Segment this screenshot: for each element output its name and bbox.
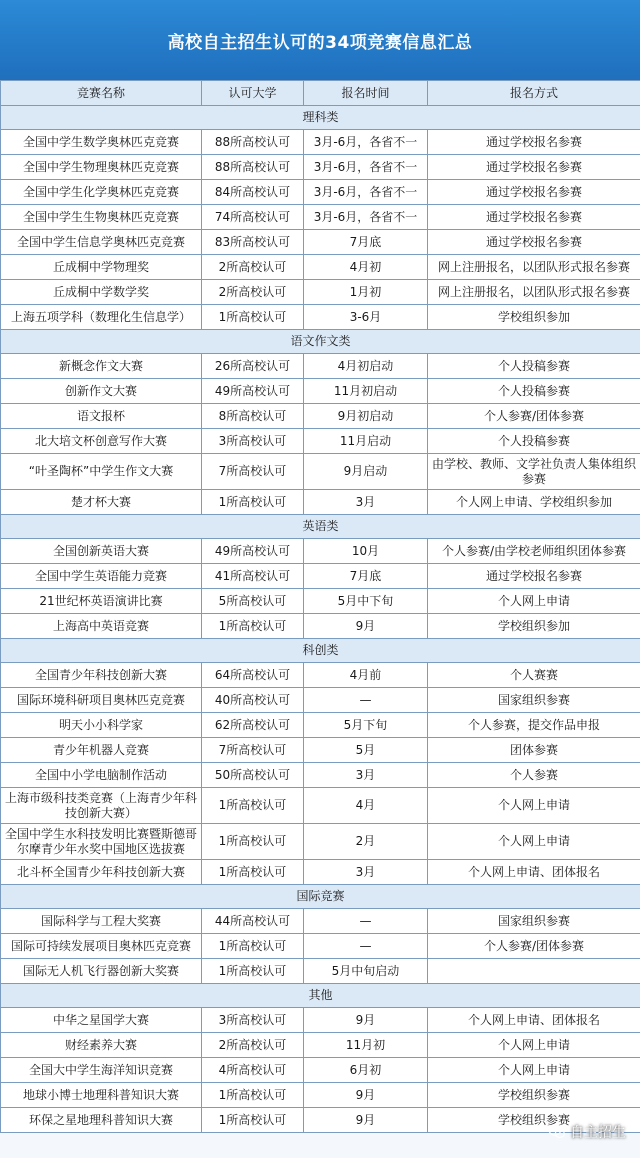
- registration-time-cell: 9月: [304, 1108, 428, 1133]
- competition-name-cell: “叶圣陶杯”中学生作文大赛: [1, 454, 202, 490]
- table-row: [1, 180, 640, 205]
- competition-name-cell: 全国中学生信息学奥林匹克竞赛: [1, 230, 202, 255]
- registration-method-cell: 个人网上申请: [428, 824, 640, 860]
- table-row: [1, 354, 640, 379]
- university-count-cell: 8所高校认可: [202, 404, 304, 429]
- table-row: [1, 155, 640, 180]
- competition-name-cell: 地球小博士地理科普知识大赛: [1, 1083, 202, 1108]
- registration-time-cell: 5月中旬启动: [304, 959, 428, 984]
- registration-time-cell: 4月初: [304, 255, 428, 280]
- registration-method-cell: 个人网上申请、学校组织参加: [428, 490, 640, 515]
- registration-method-cell: 国家组织参赛: [428, 688, 640, 713]
- registration-time-cell: 3月: [304, 490, 428, 515]
- table-row: [1, 934, 640, 959]
- table-row: [1, 788, 640, 824]
- university-count-cell: 1所高校认可: [202, 614, 304, 639]
- competition-name-cell: 21世纪杯英语演讲比赛: [1, 589, 202, 614]
- competition-name-cell: 全国青少年科技创新大赛: [1, 663, 202, 688]
- registration-time-cell: 7月底: [304, 230, 428, 255]
- table-row: [1, 688, 640, 713]
- competition-name-cell: 全国中学生生物奥林匹克竞赛: [1, 205, 202, 230]
- university-count-cell: 1所高校认可: [202, 1108, 304, 1133]
- registration-method-cell: 网上注册报名，以团队形式报名参赛: [428, 280, 640, 305]
- university-count-cell: 1所高校认可: [202, 959, 304, 984]
- registration-method-cell: 团体参赛: [428, 738, 640, 763]
- registration-time-cell: 3月-6月，各省不一: [304, 130, 428, 155]
- competition-name-cell: 全国中学生物理奥林匹克竞赛: [1, 155, 202, 180]
- title-bar: [0, 0, 640, 80]
- registration-method-cell: 通过学校报名参赛: [428, 180, 640, 205]
- registration-time-cell: 2月: [304, 824, 428, 860]
- table-row: [1, 824, 640, 860]
- table-row: [1, 404, 640, 429]
- university-count-cell: 64所高校认可: [202, 663, 304, 688]
- competition-name-cell: 丘成桐中学数学奖: [1, 280, 202, 305]
- table-row: [1, 1083, 640, 1108]
- column-header: 认可大学: [202, 81, 304, 106]
- registration-method-cell: 国家组织参赛: [428, 909, 640, 934]
- university-count-cell: 1所高校认可: [202, 1083, 304, 1108]
- registration-method-cell: 学校组织参赛: [428, 1083, 640, 1108]
- registration-method-cell: 个人网上申请、团体报名: [428, 860, 640, 885]
- registration-method-cell: [428, 959, 640, 984]
- table-row: [1, 959, 640, 984]
- category-row: [1, 885, 640, 909]
- registration-method-cell: 个人投稿参赛: [428, 429, 640, 454]
- category-label: 语文作文类: [1, 330, 640, 354]
- registration-time-cell: 3月: [304, 860, 428, 885]
- competition-name-cell: 北大培文杯创意写作大赛: [1, 429, 202, 454]
- competition-name-cell: 全国中学生化学奥林匹克竞赛: [1, 180, 202, 205]
- competition-name-cell: 全国创新英语大赛: [1, 539, 202, 564]
- registration-time-cell: 3月-6月，各省不一: [304, 155, 428, 180]
- competition-name-cell: 中华之星国学大赛: [1, 1008, 202, 1033]
- table-row: [1, 614, 640, 639]
- registration-method-cell: 学校组织参加: [428, 305, 640, 330]
- competition-name-cell: 环保之星地理科普知识大赛: [1, 1108, 202, 1133]
- registration-method-cell: 个人投稿参赛: [428, 354, 640, 379]
- university-count-cell: 7所高校认可: [202, 454, 304, 490]
- table-row: [1, 1033, 640, 1058]
- registration-method-cell: 网上注册报名，以团队形式报名参赛: [428, 255, 640, 280]
- university-count-cell: 2所高校认可: [202, 1033, 304, 1058]
- competition-name-cell: 财经素养大赛: [1, 1033, 202, 1058]
- category-row: [1, 984, 640, 1008]
- registration-time-cell: 7月底: [304, 564, 428, 589]
- registration-method-cell: 通过学校报名参赛: [428, 205, 640, 230]
- registration-time-cell: 9月初启动: [304, 404, 428, 429]
- registration-time-cell: 5月中下旬: [304, 589, 428, 614]
- registration-time-cell: 4月初启动: [304, 354, 428, 379]
- page-title: 高校自主招生认可的34项竞赛信息汇总: [167, 32, 473, 53]
- category-label: 理科类: [1, 106, 640, 130]
- registration-time-cell: 9月: [304, 614, 428, 639]
- registration-method-cell: 学校组织参赛: [428, 1108, 640, 1133]
- registration-method-cell: 个人网上申请: [428, 1058, 640, 1083]
- registration-method-cell: 通过学校报名参赛: [428, 230, 640, 255]
- registration-method-cell: 个人参赛/团体参赛: [428, 404, 640, 429]
- university-count-cell: 50所高校认可: [202, 763, 304, 788]
- competition-name-cell: 上海高中英语竞赛: [1, 614, 202, 639]
- university-count-cell: 44所高校认可: [202, 909, 304, 934]
- registration-method-cell: 通过学校报名参赛: [428, 564, 640, 589]
- university-count-cell: 49所高校认可: [202, 539, 304, 564]
- competition-name-cell: 楚才杯大赛: [1, 490, 202, 515]
- competition-name-cell: 国际无人机飞行器创新大奖赛: [1, 959, 202, 984]
- registration-time-cell: 11月初: [304, 1033, 428, 1058]
- competition-name-cell: 北斗杯全国青少年科技创新大赛: [1, 860, 202, 885]
- university-count-cell: 1所高校认可: [202, 305, 304, 330]
- university-count-cell: 84所高校认可: [202, 180, 304, 205]
- registration-time-cell: 5月: [304, 738, 428, 763]
- university-count-cell: 2所高校认可: [202, 255, 304, 280]
- watermark: [548, 1122, 626, 1142]
- university-count-cell: 88所高校认可: [202, 155, 304, 180]
- registration-method-cell: 个人网上申请: [428, 589, 640, 614]
- registration-time-cell: —: [304, 688, 428, 713]
- table-row: [1, 738, 640, 763]
- competition-name-cell: 青少年机器人竞赛: [1, 738, 202, 763]
- category-row: [1, 106, 640, 130]
- university-count-cell: 1所高校认可: [202, 824, 304, 860]
- university-count-cell: 26所高校认可: [202, 354, 304, 379]
- university-count-cell: 1所高校认可: [202, 934, 304, 959]
- registration-method-cell: 由学校、教师、文学社负责人集体组织参赛: [428, 454, 640, 490]
- registration-method-cell: 个人投稿参赛: [428, 379, 640, 404]
- competition-name-cell: 全国中学生数学奥林匹克竞赛: [1, 130, 202, 155]
- university-count-cell: 1所高校认可: [202, 860, 304, 885]
- university-count-cell: 49所高校认可: [202, 379, 304, 404]
- category-label: 英语类: [1, 515, 640, 539]
- registration-time-cell: 3-6月: [304, 305, 428, 330]
- registration-time-cell: 3月-6月，各省不一: [304, 205, 428, 230]
- table-row: [1, 1058, 640, 1083]
- competition-name-cell: 国际环境科研项目奥林匹克竞赛: [1, 688, 202, 713]
- registration-time-cell: 6月初: [304, 1058, 428, 1083]
- table-row: [1, 763, 640, 788]
- university-count-cell: 74所高校认可: [202, 205, 304, 230]
- table-row: [1, 539, 640, 564]
- competition-name-cell: 丘成桐中学物理奖: [1, 255, 202, 280]
- registration-time-cell: 5月下旬: [304, 713, 428, 738]
- registration-time-cell: 10月: [304, 539, 428, 564]
- registration-method-cell: 个人网上申请、团体报名: [428, 1008, 640, 1033]
- table-row: [1, 454, 640, 490]
- category-label: 其他: [1, 984, 640, 1008]
- table-row: [1, 130, 640, 155]
- table-row: [1, 490, 640, 515]
- competition-name-cell: 上海市级科技类竞赛（上海青少年科技创新大赛）: [1, 788, 202, 824]
- category-row: [1, 515, 640, 539]
- table-row: [1, 713, 640, 738]
- registration-time-cell: 9月: [304, 1083, 428, 1108]
- column-header: 报名方式: [428, 81, 640, 106]
- table-body: [1, 106, 640, 1133]
- competition-table: [0, 80, 640, 1133]
- university-count-cell: 4所高校认可: [202, 1058, 304, 1083]
- table-row: [1, 205, 640, 230]
- competition-name-cell: 创新作文大赛: [1, 379, 202, 404]
- table-row: [1, 860, 640, 885]
- table-row: [1, 429, 640, 454]
- registration-time-cell: 11月启动: [304, 429, 428, 454]
- university-count-cell: 62所高校认可: [202, 713, 304, 738]
- wechat-icon: [548, 1125, 566, 1139]
- table-row: [1, 589, 640, 614]
- category-row: [1, 639, 640, 663]
- header-row: [1, 81, 640, 106]
- competition-name-cell: 新概念作文大赛: [1, 354, 202, 379]
- competition-name-cell: 国际科学与工程大奖赛: [1, 909, 202, 934]
- university-count-cell: 83所高校认可: [202, 230, 304, 255]
- category-label: 科创类: [1, 639, 640, 663]
- registration-time-cell: —: [304, 909, 428, 934]
- category-label: 国际竞赛: [1, 885, 640, 909]
- competition-name-cell: 全国中学生水科技发明比赛暨斯德哥尔摩青少年水奖中国地区选拔赛: [1, 824, 202, 860]
- table-row: [1, 305, 640, 330]
- university-count-cell: 3所高校认可: [202, 429, 304, 454]
- competition-name-cell: 国际可持续发展项目奥林匹克竞赛: [1, 934, 202, 959]
- column-header: 报名时间: [304, 81, 428, 106]
- registration-method-cell: 通过学校报名参赛: [428, 155, 640, 180]
- registration-time-cell: 9月: [304, 1008, 428, 1033]
- registration-method-cell: 学校组织参加: [428, 614, 640, 639]
- university-count-cell: 2所高校认可: [202, 280, 304, 305]
- competition-name-cell: 全国中学生英语能力竞赛: [1, 564, 202, 589]
- university-count-cell: 1所高校认可: [202, 490, 304, 515]
- competition-name-cell: 上海五项学科（数理化生信息学）: [1, 305, 202, 330]
- registration-method-cell: 个人赛赛: [428, 663, 640, 688]
- registration-method-cell: 个人网上申请: [428, 788, 640, 824]
- column-header: 竞赛名称: [1, 81, 202, 106]
- registration-time-cell: 11月初启动: [304, 379, 428, 404]
- registration-method-cell: 个人参赛/团体参赛: [428, 934, 640, 959]
- registration-time-cell: 9月启动: [304, 454, 428, 490]
- registration-method-cell: 个人网上申请: [428, 1033, 640, 1058]
- university-count-cell: 88所高校认可: [202, 130, 304, 155]
- university-count-cell: 41所高校认可: [202, 564, 304, 589]
- table-row: [1, 280, 640, 305]
- table-row: [1, 1008, 640, 1033]
- registration-time-cell: 3月: [304, 763, 428, 788]
- competition-name-cell: 全国中小学电脑制作活动: [1, 763, 202, 788]
- table-row: [1, 255, 640, 280]
- competition-name-cell: 明天小小科学家: [1, 713, 202, 738]
- registration-time-cell: 1月初: [304, 280, 428, 305]
- registration-method-cell: 个人参赛，提交作品申报: [428, 713, 640, 738]
- competition-name-cell: 语文报杯: [1, 404, 202, 429]
- registration-method-cell: 通过学校报名参赛: [428, 130, 640, 155]
- table-row: [1, 564, 640, 589]
- registration-time-cell: 4月前: [304, 663, 428, 688]
- watermark-text: 自主招生: [570, 1125, 626, 1141]
- registration-time-cell: 4月: [304, 788, 428, 824]
- table-row: [1, 909, 640, 934]
- university-count-cell: 1所高校认可: [202, 788, 304, 824]
- table-row: [1, 379, 640, 404]
- registration-method-cell: 个人参赛/由学校老师组织团体参赛: [428, 539, 640, 564]
- registration-time-cell: 3月-6月，各省不一: [304, 180, 428, 205]
- university-count-cell: 5所高校认可: [202, 589, 304, 614]
- competition-name-cell: 全国大中学生海洋知识竞赛: [1, 1058, 202, 1083]
- table-row: [1, 230, 640, 255]
- registration-time-cell: —: [304, 934, 428, 959]
- registration-method-cell: 个人参赛: [428, 763, 640, 788]
- university-count-cell: 7所高校认可: [202, 738, 304, 763]
- table-row: [1, 663, 640, 688]
- table-row: [1, 1108, 640, 1133]
- category-row: [1, 330, 640, 354]
- university-count-cell: 40所高校认可: [202, 688, 304, 713]
- university-count-cell: 3所高校认可: [202, 1008, 304, 1033]
